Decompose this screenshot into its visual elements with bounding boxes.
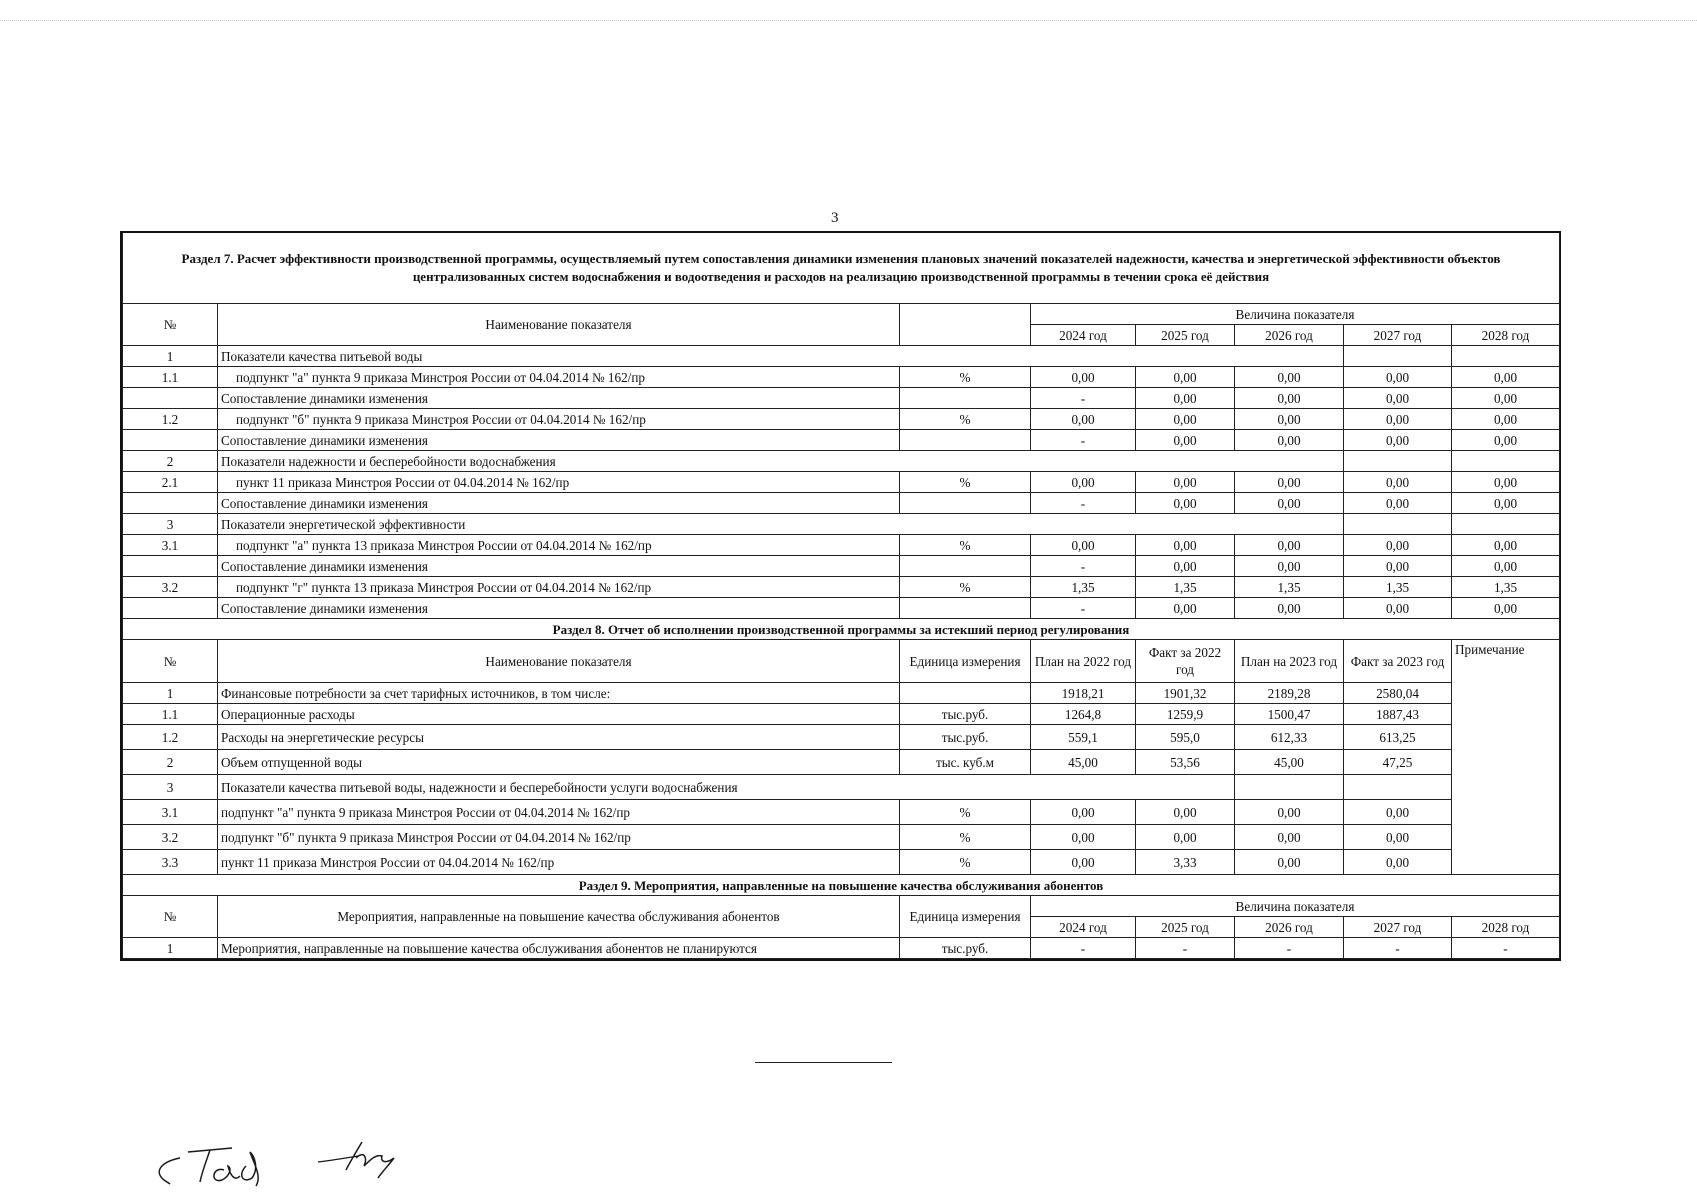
row-value: 1,35: [1031, 577, 1136, 598]
row-value: 0,00: [1452, 367, 1560, 388]
row-value: 0,00: [1344, 850, 1452, 875]
row-name: пункт 11 приказа Минстроя России от 04.04.2014 № 162/пр: [218, 472, 900, 493]
row-group-name: Показатели энергетической эффективности: [218, 514, 1344, 535]
row-value: 0,00: [1136, 800, 1235, 825]
row-value: 0,00: [1344, 556, 1452, 577]
row-value: 0,00: [1344, 535, 1452, 556]
header-value-group: Величина показателя: [1031, 304, 1560, 325]
row-unit: [900, 598, 1031, 619]
row-value: 45,00: [1031, 750, 1136, 775]
row-name: Мероприятия, направленные на повышение качества обслуживания абонентов не планируются: [218, 938, 900, 959]
row-name: подпункт "б" пункта 9 приказа Минстроя России от 04.04.2014 № 162/пр: [218, 825, 900, 850]
row-value: 0,00: [1452, 556, 1560, 577]
row-unit: тыс.руб.: [900, 938, 1031, 959]
row-value: 0,00: [1136, 825, 1235, 850]
section-8-row: [123, 775, 1560, 800]
row-group-name: Показатели качества питьевой воды: [218, 346, 1344, 367]
row-value: 0,00: [1235, 556, 1344, 577]
header-value-group: Величина показателя: [1031, 896, 1560, 917]
empty-cell: [1344, 775, 1452, 800]
row-num: 2: [123, 451, 218, 472]
row-name: Объем отпущенной воды: [218, 750, 900, 775]
row-unit: [900, 388, 1031, 409]
row-value: 0,00: [1136, 367, 1235, 388]
row-name: Финансовые потребности за счет тарифных источников, в том числе:: [218, 683, 900, 704]
row-value: 0,00: [1136, 409, 1235, 430]
row-value: -: [1031, 938, 1136, 959]
header-period: Факт за 2023 год: [1344, 640, 1452, 683]
row-value: 47,25: [1344, 750, 1452, 775]
section-7-row: [123, 514, 1560, 535]
header-unit: Единица измерения: [900, 896, 1031, 938]
row-value: 0,00: [1344, 800, 1452, 825]
row-value: 0,00: [1136, 556, 1235, 577]
table-body: [123, 233, 1560, 959]
row-value: 45,00: [1235, 750, 1344, 775]
row-value: 595,0: [1136, 725, 1235, 750]
row-value: 0,00: [1235, 825, 1344, 850]
row-unit: [900, 683, 1031, 704]
header-note: Примечание: [1452, 640, 1560, 875]
row-value: -: [1031, 493, 1136, 514]
row-value: 0,00: [1136, 493, 1235, 514]
handwritten-signature: [150, 1140, 450, 1190]
row-unit: %: [900, 472, 1031, 493]
row-value: 0,00: [1344, 430, 1452, 451]
row-value: 0,00: [1235, 367, 1344, 388]
row-value: 2189,28: [1235, 683, 1344, 704]
row-name: подпункт "а" пункта 9 приказа Минстроя России от 04.04.2014 № 162/пр: [218, 367, 900, 388]
row-num: [123, 388, 218, 409]
section-7-row: [123, 451, 1560, 472]
section-7-row: [123, 367, 1560, 388]
row-value: 0,00: [1452, 493, 1560, 514]
section-8-title-row: [123, 619, 1560, 640]
row-name: подпункт "а" пункта 13 приказа Минстроя России от 04.04.2014 № 162/пр: [218, 535, 900, 556]
empty-cell: [1344, 514, 1452, 535]
header-year: 2024 год: [1031, 325, 1136, 346]
row-name: Сопоставление динамики изменения: [218, 430, 900, 451]
row-num: 3.2: [123, 825, 218, 850]
row-value: 0,00: [1344, 472, 1452, 493]
header-unit: Единица измерения: [900, 640, 1031, 683]
empty-cell: [1344, 346, 1452, 367]
row-num: 3.3: [123, 850, 218, 875]
header-year: 2027 год: [1344, 325, 1452, 346]
row-num: [123, 430, 218, 451]
row-value: 53,56: [1136, 750, 1235, 775]
row-value: 1259,9: [1136, 704, 1235, 725]
row-name: Сопоставление динамики изменения: [218, 388, 900, 409]
row-num: 1.1: [123, 704, 218, 725]
section-8-row: [123, 750, 1560, 775]
row-name: подпункт "а" пункта 9 приказа Минстроя России от 04.04.2014 № 162/пр: [218, 800, 900, 825]
header-year: 2025 год: [1136, 917, 1235, 938]
row-unit: %: [900, 535, 1031, 556]
section-7-row: [123, 409, 1560, 430]
section-7-title: Раздел 7. Расчет эффективности производственной программы, осуществляемый путем сопоставления динамики изменения плановых значений показателей надежности, качества и энергетической эффективности объектов централизованных систем водоснабжения и водоотведения и расходов на реализацию производственной программы в течении срока её действия: [123, 233, 1560, 304]
row-name: Расходы на энергетические ресурсы: [218, 725, 900, 750]
row-value: 1264,8: [1031, 704, 1136, 725]
row-num: [123, 556, 218, 577]
row-value: 0,00: [1031, 367, 1136, 388]
row-value: 0,00: [1136, 535, 1235, 556]
row-value: 0,00: [1235, 598, 1344, 619]
row-value: 0,00: [1235, 535, 1344, 556]
row-num: 3: [123, 514, 218, 535]
section-7-row: [123, 577, 1560, 598]
row-value: 0,00: [1031, 535, 1136, 556]
row-value: 0,00: [1344, 409, 1452, 430]
header-name: Наименование показателя: [218, 304, 900, 346]
section-7-title-row: [123, 233, 1560, 304]
scan-edge-line: [0, 20, 1697, 21]
row-group-name: Показатели качества питьевой воды, надежности и бесперебойности услуги водоснабжения: [218, 775, 1235, 800]
horizontal-rule: [755, 1062, 892, 1063]
section-8-row: [123, 725, 1560, 750]
row-value: 1887,43: [1344, 704, 1452, 725]
row-value: 1,35: [1235, 577, 1344, 598]
row-value: 0,00: [1344, 825, 1452, 850]
row-value: 0,00: [1031, 850, 1136, 875]
row-unit: [900, 556, 1031, 577]
row-value: 0,00: [1452, 535, 1560, 556]
header-period: План на 2023 год: [1235, 640, 1344, 683]
header-year: 2026 год: [1235, 917, 1344, 938]
row-value: -: [1344, 938, 1452, 959]
section-8-row: [123, 850, 1560, 875]
row-num: 1.1: [123, 367, 218, 388]
row-value: 0,00: [1031, 409, 1136, 430]
row-value: 559,1: [1031, 725, 1136, 750]
row-value: 0,00: [1344, 598, 1452, 619]
row-unit: тыс.руб.: [900, 704, 1031, 725]
empty-cell: [1452, 514, 1560, 535]
row-num: 2: [123, 750, 218, 775]
row-num: 3.1: [123, 535, 218, 556]
row-group-name: Показатели надежности и бесперебойности водоснабжения: [218, 451, 1344, 472]
empty-cell: [1452, 346, 1560, 367]
page-number: 3: [831, 210, 839, 226]
row-value: -: [1031, 430, 1136, 451]
header-year: 2025 год: [1136, 325, 1235, 346]
document-table: [120, 231, 1561, 961]
row-value: 0,00: [1235, 850, 1344, 875]
row-unit: тыс. куб.м: [900, 750, 1031, 775]
section-7-row: [123, 535, 1560, 556]
empty-cell: [1235, 775, 1344, 800]
row-unit: %: [900, 800, 1031, 825]
row-unit: %: [900, 850, 1031, 875]
header-year: 2028 год: [1452, 917, 1560, 938]
row-value: 1500,47: [1235, 704, 1344, 725]
section-7-row: [123, 388, 1560, 409]
section-8-title: Раздел 8. Отчет об исполнении производственной программы за истекший период регулирования: [123, 619, 1560, 640]
row-num: 3: [123, 775, 218, 800]
row-value: 0,00: [1136, 598, 1235, 619]
section-9-title: Раздел 9. Мероприятия, направленные на повышение качества обслуживания абонентов: [123, 875, 1560, 896]
row-value: 1,35: [1136, 577, 1235, 598]
row-unit: [900, 430, 1031, 451]
empty-cell: [1452, 451, 1560, 472]
section-8-row: [123, 825, 1560, 850]
row-value: 0,00: [1031, 825, 1136, 850]
section-7-row: [123, 598, 1560, 619]
section-8-row: [123, 683, 1560, 704]
header-name: Наименование показателя: [218, 640, 900, 683]
header-year: 2026 год: [1235, 325, 1344, 346]
row-name: пункт 11 приказа Минстроя России от 04.04.2014 № 162/пр: [218, 850, 900, 875]
row-value: 0,00: [1452, 388, 1560, 409]
row-value: 0,00: [1235, 472, 1344, 493]
header-period: План на 2022 год: [1031, 640, 1136, 683]
row-value: -: [1031, 388, 1136, 409]
row-num: 1: [123, 346, 218, 367]
row-value: 613,25: [1344, 725, 1452, 750]
section-8-header-row: [123, 640, 1560, 683]
row-value: 0,00: [1136, 430, 1235, 451]
header-num: №: [123, 640, 218, 683]
row-value: 0,00: [1235, 409, 1344, 430]
section-9-title-row: [123, 875, 1560, 896]
row-name: Сопоставление динамики изменения: [218, 556, 900, 577]
row-num: 3.2: [123, 577, 218, 598]
section-7-row: [123, 346, 1560, 367]
row-value: 0,00: [1452, 598, 1560, 619]
row-unit: тыс.руб.: [900, 725, 1031, 750]
row-name: подпункт "г" пункта 13 приказа Минстроя России от 04.04.2014 № 162/пр: [218, 577, 900, 598]
header-num: №: [123, 896, 218, 938]
row-name: Сопоставление динамики изменения: [218, 493, 900, 514]
row-num: 2.1: [123, 472, 218, 493]
row-value: -: [1452, 938, 1560, 959]
row-unit: %: [900, 577, 1031, 598]
section-7-row: [123, 472, 1560, 493]
row-num: 1: [123, 683, 218, 704]
row-name: подпункт "б" пункта 9 приказа Минстроя России от 04.04.2014 № 162/пр: [218, 409, 900, 430]
row-value: 0,00: [1031, 800, 1136, 825]
row-value: 0,00: [1235, 388, 1344, 409]
row-name: Операционные расходы: [218, 704, 900, 725]
row-value: 0,00: [1235, 430, 1344, 451]
header-year: 2027 год: [1344, 917, 1452, 938]
row-num: 1.2: [123, 409, 218, 430]
header-unit: [900, 304, 1031, 346]
section-8-row: [123, 704, 1560, 725]
row-value: 2580,04: [1344, 683, 1452, 704]
row-num: 1: [123, 938, 218, 959]
section-7-header-row: [123, 304, 1560, 325]
section-8-row: [123, 800, 1560, 825]
row-num: [123, 493, 218, 514]
row-unit: %: [900, 825, 1031, 850]
section-9-row: [123, 938, 1560, 959]
header-num: №: [123, 304, 218, 346]
section-7-row: [123, 493, 1560, 514]
row-value: 0,00: [1136, 472, 1235, 493]
row-value: 612,33: [1235, 725, 1344, 750]
row-value: 3,33: [1136, 850, 1235, 875]
row-unit: %: [900, 409, 1031, 430]
row-value: 0,00: [1235, 800, 1344, 825]
empty-cell: [1344, 451, 1452, 472]
row-value: 0,00: [1235, 493, 1344, 514]
row-unit: %: [900, 367, 1031, 388]
header-year: 2028 год: [1452, 325, 1560, 346]
row-value: -: [1031, 598, 1136, 619]
section-9-header-row: [123, 896, 1560, 917]
row-value: 1,35: [1452, 577, 1560, 598]
row-value: 0,00: [1031, 472, 1136, 493]
row-num: 3.1: [123, 800, 218, 825]
row-value: 1,35: [1344, 577, 1452, 598]
section-7-row: [123, 430, 1560, 451]
row-value: -: [1235, 938, 1344, 959]
header-name: Мероприятия, направленные на повышение качества обслуживания абонентов: [218, 896, 900, 938]
row-value: -: [1031, 556, 1136, 577]
row-value: -: [1136, 938, 1235, 959]
row-name: Сопоставление динамики изменения: [218, 598, 900, 619]
header-year: 2024 год: [1031, 917, 1136, 938]
header-period: Факт за 2022 год: [1136, 640, 1235, 683]
row-value: 0,00: [1136, 388, 1235, 409]
row-num: 1.2: [123, 725, 218, 750]
row-value: 1918,21: [1031, 683, 1136, 704]
row-value: 0,00: [1452, 430, 1560, 451]
row-unit: [900, 493, 1031, 514]
section-7-row: [123, 556, 1560, 577]
row-value: 0,00: [1344, 388, 1452, 409]
row-value: 1901,32: [1136, 683, 1235, 704]
row-value: 0,00: [1344, 367, 1452, 388]
row-num: [123, 598, 218, 619]
row-value: 0,00: [1452, 472, 1560, 493]
row-value: 0,00: [1344, 493, 1452, 514]
row-value: 0,00: [1452, 409, 1560, 430]
